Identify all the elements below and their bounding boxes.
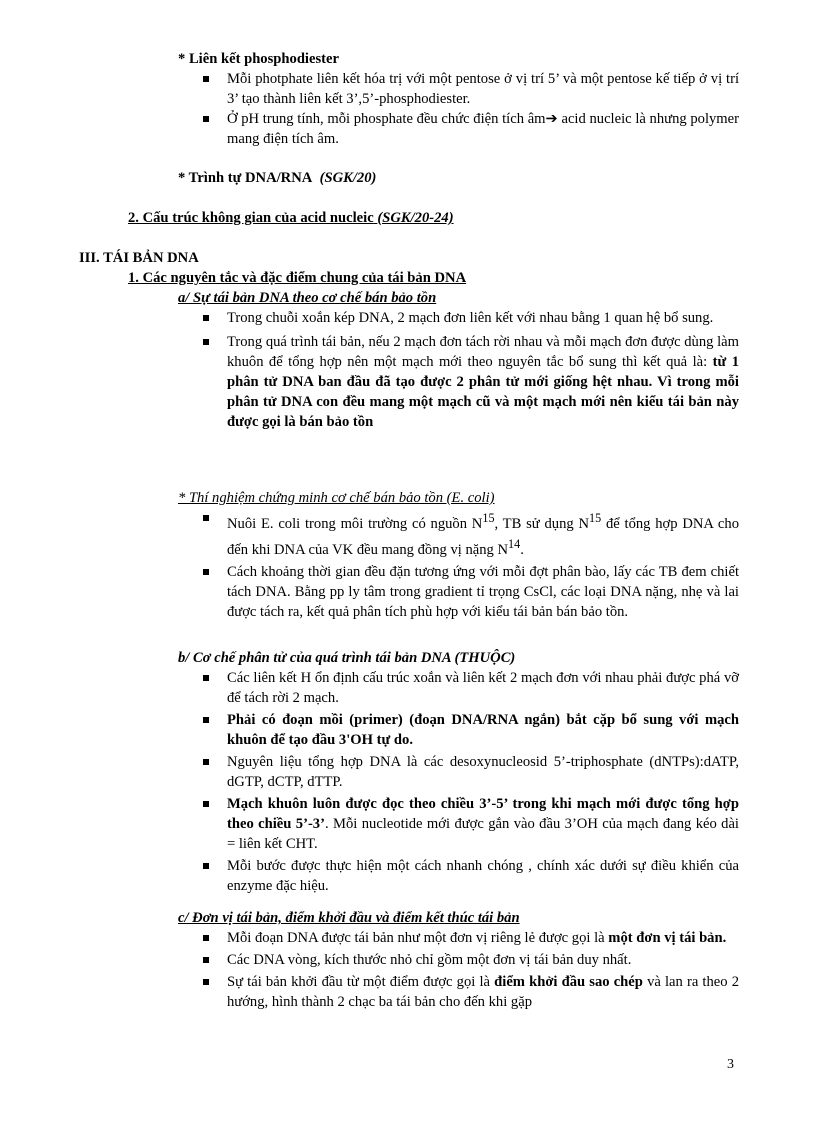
- structure-label: 2. Cấu trúc không gian của acid nucleic: [128, 210, 374, 226]
- list-item: Trong chuỗi xoắn kép DNA, 2 mạch đơn liên kết với nhau bằng 1 quan hệ bổ sung.: [227, 308, 739, 328]
- bullet-icon: [203, 675, 209, 681]
- bullet-icon: [203, 935, 209, 941]
- sequence-ref: (SGK/20): [319, 170, 377, 186]
- bullet-icon: [203, 801, 209, 807]
- list-item: Mạch khuôn luôn được đọc theo chiều 3’-5’ trong khi mạch mới được tổng hợp theo chiều 5’-3’. Mỗi nucleotide mới được gắn vào đầu 3’OH của mạch đang kéo dài = liên kết CHT.: [227, 794, 739, 854]
- experiment-heading: * Thí nghiệm chứng minh cơ chế bán bảo tồn (E. coli): [178, 490, 495, 506]
- bullet-icon: [203, 979, 209, 985]
- bullet-icon: [203, 759, 209, 765]
- phosphodiester-heading: * Liên kết phosphodiester: [178, 51, 339, 67]
- list-item: Sự tái bản khởi đầu từ một điểm được gọi là điểm khởi đầu sao chép và lan ra theo 2 hướng, hình thành 2 chạc ba tái bản cho đến khi gặp: [227, 972, 739, 1012]
- sequence-label: * Trình tự DNA/RNA: [178, 170, 313, 186]
- structure-heading: [128, 208, 454, 228]
- bullet-icon: [203, 957, 209, 963]
- bullet-icon: [203, 863, 209, 869]
- part-c-list: [227, 928, 739, 1012]
- list-item: Mỗi đoạn DNA được tái bản như một đơn vị riêng lẻ được gọi là một đơn vị tái bản.: [227, 928, 739, 948]
- section-heading: III. TÁI BẢN DNA: [79, 250, 199, 266]
- list-item: Cách khoảng thời gian đều đặn tương ứng với mỗi đợt phân bào, lấy các TB đem chiết tách DNA. Bằng pp ly tâm trong gradient tỉ trọng CsCl, các loại DNA nặng, nhẹ và lai được tách ra, kết quả phân tích phù hợp với kiểu tái bản bán bảo tồn.: [227, 562, 739, 622]
- list-item: Phải có đoạn mồi (primer) (đoạn DNA/RNA ngắn) bắt cặp bổ sung với mạch khuôn để tạo đầu 3'OH tự do.: [227, 710, 739, 750]
- structure-ref: (SGK/20-24): [377, 210, 454, 226]
- part-b-heading: b/ Cơ chế phân tử của quá trình tái bản DNA (THUỘC): [178, 650, 516, 666]
- list-item: Nguyên liệu tổng hợp DNA là các desoxynucleosid 5’-triphosphate (dNTPs):dATP, dGTP, dCTP, dTTP.: [227, 752, 739, 792]
- list-item: Các DNA vòng, kích thước nhỏ chỉ gồm một đơn vị tái bản duy nhất.: [227, 950, 739, 970]
- part-a-list: [227, 308, 739, 432]
- subsection-heading: 1. Các nguyên tắc và đặc điểm chung của tái bản DNA: [128, 270, 467, 286]
- list-item: Trong quá trình tái bản, nếu 2 mạch đơn tách rời nhau và mỗi mạch đơn được dùng làm khuôn để tổng hợp nên một mạch mới theo nguyên tắc bổ sung thì kết quả là: từ 1 phân tử DNA ban đầu đã tạo được 2 phân tử mới giống hệt nhau. Vì trong mỗi phân tử DNA con đều mang một mạch cũ và một mạch mới nên kiểu tái bản này được gọi là bán bảo tồn: [227, 332, 739, 432]
- list-item: Nuôi E. coli trong môi trường có nguồn $N^{15}$, TB sử dụng $N^{15}$ để tổng hợp DNA cho đến khi DNA của VK đều mang đồng vị nặng $N^{14}$.: [227, 508, 739, 560]
- list-item: Các liên kết H ổn định cấu trúc xoắn và liên kết 2 mạch đơn với nhau phải được phá vỡ để tách rời 2 mạch.: [227, 668, 739, 708]
- bullet-icon: [203, 76, 209, 82]
- phosphodiester-list: [227, 69, 739, 149]
- bullet-icon: [203, 515, 209, 521]
- part-c-heading: c/ Đơn vị tái bản, điểm khởi đầu và điểm kết thúc tái bản: [178, 910, 520, 926]
- experiment-list: [227, 508, 739, 622]
- bullet-icon: [203, 116, 209, 122]
- bullet-icon: [203, 717, 209, 723]
- part-b-list: [227, 668, 739, 896]
- list-item: Ở pH trung tính, mỗi phosphate đều chức điện tích âm➔ acid nucleic là nhưng polymer mang điện tích âm.: [227, 109, 739, 149]
- page-number: 3: [727, 1057, 734, 1072]
- part-a-heading: a/ Sự tái bản DNA theo cơ chế bán bảo tồn: [178, 290, 437, 306]
- bullet-icon: [203, 339, 209, 345]
- bullet-icon: [203, 315, 209, 321]
- sequence-line: [178, 168, 376, 188]
- bullet-icon: [203, 569, 209, 575]
- list-item: Mỗi photphate liên kết hóa trị với một pentose ở vị trí 5’ và một pentose kế tiếp ở vị trí 3’ tạo thành liên kết 3’,5’-phosphodiester.: [227, 69, 739, 109]
- list-item: Mỗi bước được thực hiện một cách nhanh chóng , chính xác dưới sự điều khiển của enzyme đặc hiệu.: [227, 856, 739, 896]
